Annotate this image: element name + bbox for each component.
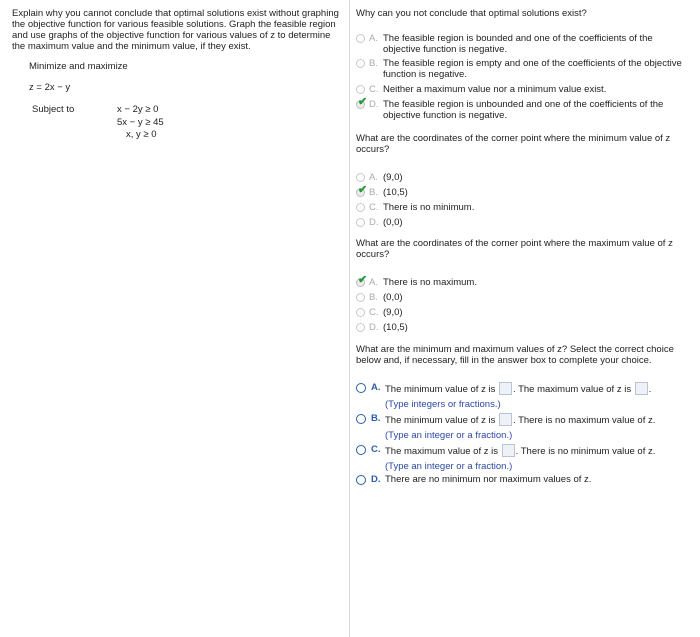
q3-option-d-letter: D.	[369, 322, 379, 333]
problem-intro: Explain why you cannot conclude that optimal solutions exist without graphing the objective function for various feasible solutions. Graph the feasible region and use graphs of the objective function for various values of z to determine the maximum value and the minimum value, if they exist.	[12, 8, 339, 52]
constraint-3: x, y ≥ 0	[126, 129, 157, 140]
q3-option-b-text: (0,0)	[383, 292, 403, 303]
q1-option-d-radio[interactable]	[356, 96, 368, 109]
q3-option-d[interactable]	[356, 322, 686, 333]
q2-option-b-text: (10,5)	[383, 187, 408, 198]
q4-choice-d-radio[interactable]	[356, 475, 366, 485]
q3-option-d-text: (10,5)	[383, 322, 408, 333]
problem-panel	[0, 0, 349, 637]
q2-option-d-text: (0,0)	[383, 217, 403, 228]
check-icon: ✔	[358, 274, 368, 286]
q4-choice-c-text	[385, 444, 655, 472]
q1-option-d-text: The feasible region is unbounded and one of the coefficients of the objective function is negative.	[383, 99, 664, 121]
q1-option-b-letter: B.	[369, 58, 378, 69]
q4-choice-c-part2: . There is no minimum value of z.	[515, 446, 656, 457]
q2-option-a[interactable]	[356, 172, 686, 183]
min-value-input[interactable]	[499, 382, 512, 395]
subject-to-label: Subject to	[32, 104, 75, 115]
q3-option-a-text: There is no maximum.	[383, 277, 477, 288]
q3-option-c-letter: C.	[369, 307, 379, 318]
q2-option-b-radio[interactable]	[356, 184, 368, 197]
q1-option-c[interactable]	[356, 84, 686, 95]
q2-option-a-letter: A.	[369, 172, 378, 183]
objective-function: z = 2x − y	[29, 82, 71, 93]
q3-option-b[interactable]	[356, 292, 686, 303]
q1-option-c-letter: C.	[369, 84, 379, 95]
q2-option-b[interactable]	[356, 184, 686, 198]
q3-option-c[interactable]	[356, 307, 686, 318]
q2-option-d[interactable]	[356, 217, 686, 228]
q4-choice-c-part1: The maximum value of z is	[385, 446, 498, 457]
constraint-2: 5x − y ≥ 45	[117, 116, 164, 128]
q4-choice-d-text: There are no minimum nor maximum values of z.	[385, 474, 592, 485]
question-4-text: What are the minimum and maximum values of z? Select the correct choice below and, if necessary, fill in the answer box to complete your choice.	[356, 344, 674, 366]
q1-option-a[interactable]	[356, 33, 686, 55]
q2-option-b-letter: B.	[369, 187, 378, 198]
q4-choice-c-letter: C.	[371, 444, 381, 455]
q3-option-b-letter: B.	[369, 292, 378, 303]
q1-option-d-letter: D.	[369, 99, 379, 110]
q1-option-c-radio[interactable]	[356, 85, 365, 94]
check-icon: ✔	[358, 96, 368, 108]
q4-choice-d-letter: D.	[371, 474, 381, 485]
q4-choice-a-hint: (Type integers or fractions.)	[385, 399, 501, 410]
constraints-list	[117, 104, 164, 142]
q1-option-b-radio[interactable]	[356, 59, 365, 68]
q1-option-b-text: The feasible region is empty and one of the coefficients of the objective function is negative.	[383, 58, 682, 80]
q4-choice-b-part1: The minimum value of z is	[385, 415, 496, 426]
q4-choice-a-text	[385, 382, 651, 410]
q4-choice-a-part3: .	[648, 384, 652, 395]
q3-option-a[interactable]	[356, 274, 686, 288]
q1-option-c-text: Neither a maximum value nor a minimum value exist.	[383, 84, 607, 95]
min-value-input[interactable]	[499, 413, 512, 426]
q2-option-d-radio[interactable]	[356, 218, 365, 227]
q4-choice-b[interactable]	[356, 413, 686, 441]
q4-choice-c-radio[interactable]	[356, 445, 366, 455]
q3-option-c-radio[interactable]	[356, 308, 365, 317]
question-1-text: Why can you not conclude that optimal solutions exist?	[356, 8, 587, 19]
q4-choice-b-part2: . There is no maximum value of z.	[512, 415, 656, 426]
q4-choice-a-letter: A.	[371, 382, 381, 393]
q2-option-c-radio[interactable]	[356, 203, 365, 212]
q4-choice-a[interactable]	[356, 382, 686, 410]
q1-option-a-radio[interactable]	[356, 34, 365, 43]
q4-choice-b-radio[interactable]	[356, 414, 366, 424]
q1-option-b[interactable]	[356, 58, 686, 80]
max-value-input[interactable]	[502, 444, 515, 457]
constraint-1: x − 2y ≥ 0	[117, 104, 159, 115]
q2-option-c-letter: C.	[369, 202, 379, 213]
q2-option-c-text: There is no minimum.	[383, 202, 475, 213]
q2-option-c[interactable]	[356, 202, 686, 213]
questions-panel	[356, 0, 694, 637]
q3-option-a-letter: A.	[369, 277, 378, 288]
q2-option-a-radio[interactable]	[356, 173, 365, 182]
q3-option-b-radio[interactable]	[356, 293, 365, 302]
task-label: Minimize and maximize	[29, 61, 128, 72]
q4-choice-a-part2: . The maximum value of z is	[512, 384, 632, 395]
q1-option-a-letter: A.	[369, 33, 378, 44]
q4-choice-d[interactable]	[356, 474, 686, 485]
q4-choice-a-radio[interactable]	[356, 383, 366, 393]
max-value-input[interactable]	[635, 382, 648, 395]
panel-divider	[349, 0, 350, 637]
q1-option-a-text: The feasible region is bounded and one of the coefficients of the objective function is negative.	[383, 33, 653, 55]
q2-option-d-letter: D.	[369, 217, 379, 228]
question-3-text: What are the coordinates of the corner point where the maximum value of z occurs?	[356, 238, 673, 260]
q3-option-a-radio[interactable]	[356, 274, 368, 287]
check-icon: ✔	[358, 184, 368, 196]
q1-option-d[interactable]	[356, 96, 686, 121]
q3-option-d-radio[interactable]	[356, 323, 365, 332]
q4-choice-b-hint: (Type an integer or a fraction.)	[385, 430, 513, 441]
q3-option-c-text: (9,0)	[383, 307, 403, 318]
q4-choice-b-letter: B.	[371, 413, 381, 424]
q4-choice-c[interactable]	[356, 444, 686, 472]
q4-choice-c-hint: (Type an integer or a fraction.)	[385, 461, 513, 472]
question-2-text: What are the coordinates of the corner point where the minimum value of z occurs?	[356, 133, 671, 155]
q4-choice-b-text	[385, 413, 655, 441]
q2-option-a-text: (9,0)	[383, 172, 403, 183]
q4-choice-a-part1: The minimum value of z is	[385, 384, 496, 395]
